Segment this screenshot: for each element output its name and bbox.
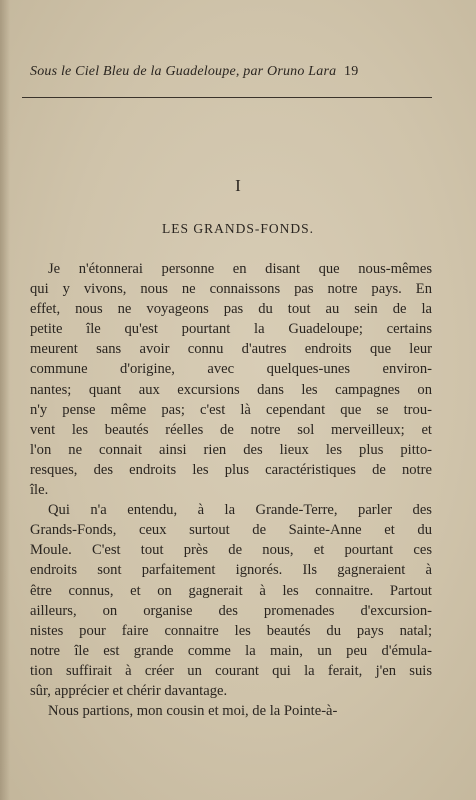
header-rule [22, 97, 432, 98]
text-line: ailleurs, on organise des promenades d'excursion- [30, 602, 432, 619]
text-line: qui y vivons, nous ne connaissons pas notre pays. En [30, 281, 432, 298]
text-line: Je n'étonnerai personne en disant que nous-mêmes [48, 261, 432, 277]
text-line: l'on ne connait ainsi rien des lieux les plus pitto- [30, 441, 432, 458]
page-number: 19 [344, 64, 359, 79]
text-line: effet, nous ne voyageons pas du tout au sein de la [30, 301, 432, 318]
text-line: petite île qu'est pourtant la Guadeloupe; certains [30, 321, 432, 338]
text-line: tion suffirait à créer un courant qui la ferait, j'en suis [30, 662, 432, 679]
text-line: nistes pour faire connaitre les beautés du pays natal; [30, 622, 432, 639]
text-line: Nous partions, mon cousin et moi, de la Pointe-à- [48, 703, 338, 720]
text-line: notre île est grande comme la main, un peu d'émula- [30, 642, 432, 659]
chapter-title: LES GRANDS-FONDS. [161, 221, 315, 236]
running-title: Sous le Ciel Bleu de la Guadeloupe, par Oruno Lara [30, 64, 337, 79]
body-text [30, 259, 432, 721]
text-line: Grands-Fonds, ceux surtout de Sainte-Anne et du [30, 522, 432, 539]
text-line: nantes; quant aux excursions dans les campagnes on [30, 381, 432, 398]
text-line: île. [30, 482, 49, 499]
running-header [30, 64, 448, 80]
text-line: sûr, apprécier et chérir davantage. [30, 682, 228, 699]
text-line: vent les beautés réelles de notre sol merveilleux; et [30, 421, 432, 438]
page-edge-shadow [0, 0, 10, 800]
text-line: Qui n'a entendu, à la Grande-Terre, parler des [48, 502, 432, 519]
text-line: meurent sans avoir connu d'autres endroits que leur [30, 341, 432, 358]
text-line: endroits sont parfaitement ignorés. Ils gagneraient à [30, 562, 432, 579]
text-line: Moule. C'est tout près de nous, et pourtant ces [30, 542, 432, 559]
text-line: commune d'origine, avec quelques-unes environ- [30, 361, 432, 378]
chapter-number: I [235, 176, 241, 195]
text-line: n'y pense même pas; c'est là cependant que se trou- [30, 401, 432, 418]
text-line: resques, des endroits les plus caractéristiques de notre [30, 461, 432, 478]
text-line: être connus, et on gagnerait à les connaitre. Partout [30, 582, 432, 599]
